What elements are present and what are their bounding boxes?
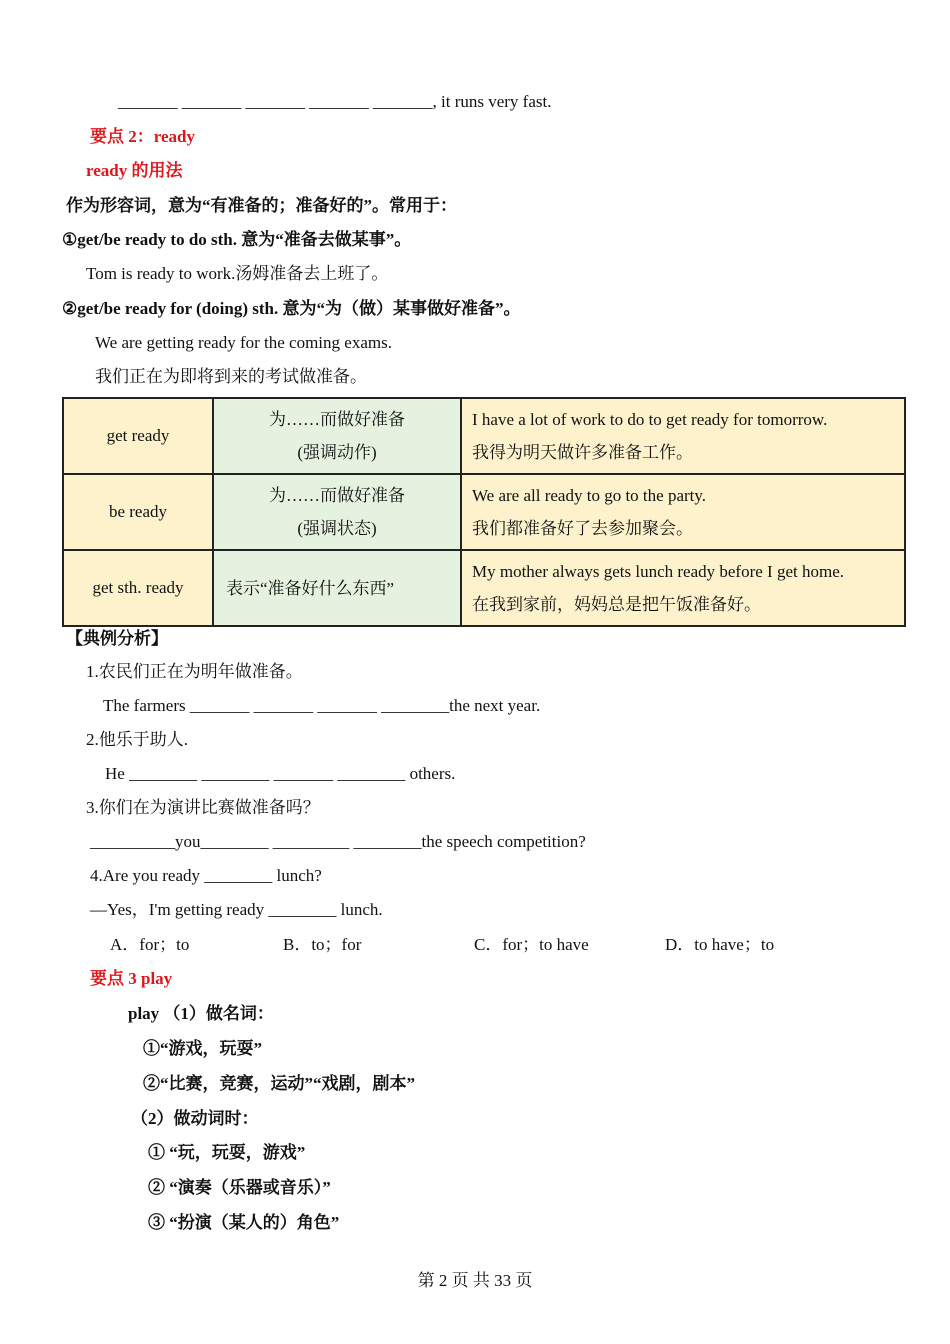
- point3-noun1: ①“游戏，玩耍”: [143, 1039, 262, 1058]
- point2-item1: ①get/be ready to do sth. 意为“准备去做某事”。: [62, 230, 412, 249]
- q3-en: __________you________ _________ ________the speech competition?: [90, 832, 586, 851]
- point3-verb: （2）做动词时：: [131, 1109, 259, 1128]
- example-zh: 我得为明天做许多准备工作。: [472, 443, 693, 462]
- meaning-note: (强调动作): [297, 443, 377, 462]
- table-row: [63, 550, 905, 626]
- phrase-cell: [63, 550, 213, 626]
- meaning-note: (强调状态): [297, 519, 377, 538]
- page-footer: 第 2 页 共 33 页: [417, 1271, 533, 1290]
- point2-intro: 作为形容词，意为“有准备的；准备好的”。常用于：: [66, 196, 457, 215]
- q2-en: He ________ ________ _______ ________ others.: [105, 764, 456, 783]
- phrase-text: be ready: [108, 502, 168, 521]
- point3-verb2: ② “演奏（乐器或音乐）”: [148, 1178, 331, 1197]
- point2-usage-title: ready 的用法: [86, 161, 183, 180]
- q2-zh: 2.他乐于助人.: [86, 730, 188, 749]
- point2-item1-example: Tom is ready to work.汤姆准备去上班了。: [86, 264, 389, 283]
- q1-zh: 1.农民们正在为明年做准备。: [86, 662, 303, 681]
- meaning-text: 表示“准备好什么东西”: [226, 578, 395, 598]
- phrase-cell: [63, 398, 213, 474]
- ready-usage-table: [62, 397, 906, 627]
- option-a: A．for；to: [110, 935, 190, 954]
- table-row: [63, 398, 905, 474]
- meaning-text: 为……而做好准备: [269, 410, 405, 429]
- q1-en: The farmers _______ _______ _______ ________the next year.: [103, 696, 541, 715]
- top-blank-line: _______ _______ _______ _______ _______, it runs very fast.: [118, 92, 552, 111]
- point2-title: 要点 2：ready: [90, 127, 195, 146]
- meaning-text: 为……而做好准备: [269, 486, 405, 505]
- example-en: I have a lot of work to do to get ready for tomorrow.: [472, 410, 828, 429]
- example-cell: [461, 550, 905, 626]
- point3-noun: play （1）做名词：: [128, 1004, 274, 1023]
- example-zh: 我们都准备好了去参加聚会。: [472, 519, 693, 538]
- example-cell: [461, 398, 905, 474]
- example-cell: [461, 474, 905, 550]
- meaning-cell: [213, 474, 461, 550]
- example-zh: 在我到家前，妈妈总是把午饭准备好。: [472, 595, 761, 614]
- phrase-cell: [63, 474, 213, 550]
- option-d: D．to have；to: [665, 935, 775, 954]
- phrase-text: get ready: [106, 426, 170, 445]
- examples-title: 【典例分析】: [66, 629, 168, 648]
- meaning-cell: [213, 550, 461, 626]
- point2-item2-example-en: We are getting ready for the coming exams.: [95, 333, 392, 352]
- option-b: B．to；for: [283, 935, 362, 954]
- table-row: [63, 474, 905, 550]
- point3-verb3: ③ “扮演（某人的）角色”: [148, 1213, 340, 1232]
- point2-item2: ②get/be ready for (doing) sth. 意为“为（做）某事做好准备”。: [62, 299, 521, 318]
- q4-answer: —Yes，I'm getting ready ________ lunch.: [90, 900, 383, 919]
- meaning-cell: [213, 398, 461, 474]
- point3-title: 要点 3 play: [90, 969, 173, 988]
- option-c: C．for；to have: [474, 935, 589, 954]
- point3-noun2: ②“比赛，竞赛，运动”“戏剧，剧本”: [143, 1074, 415, 1093]
- phrase-text: get sth. ready: [92, 578, 184, 597]
- example-en: We are all ready to go to the party.: [472, 486, 707, 505]
- q3-zh: 3.你们在为演讲比赛做准备吗？: [86, 798, 320, 817]
- point2-item2-example-zh: 我们正在为即将到来的考试做准备。: [95, 367, 367, 386]
- point3-verb1: ① “玩，玩耍，游戏”: [148, 1143, 306, 1162]
- q4-question: 4.Are you ready ________ lunch?: [90, 866, 322, 885]
- example-en: My mother always gets lunch ready before I get home.: [472, 562, 844, 581]
